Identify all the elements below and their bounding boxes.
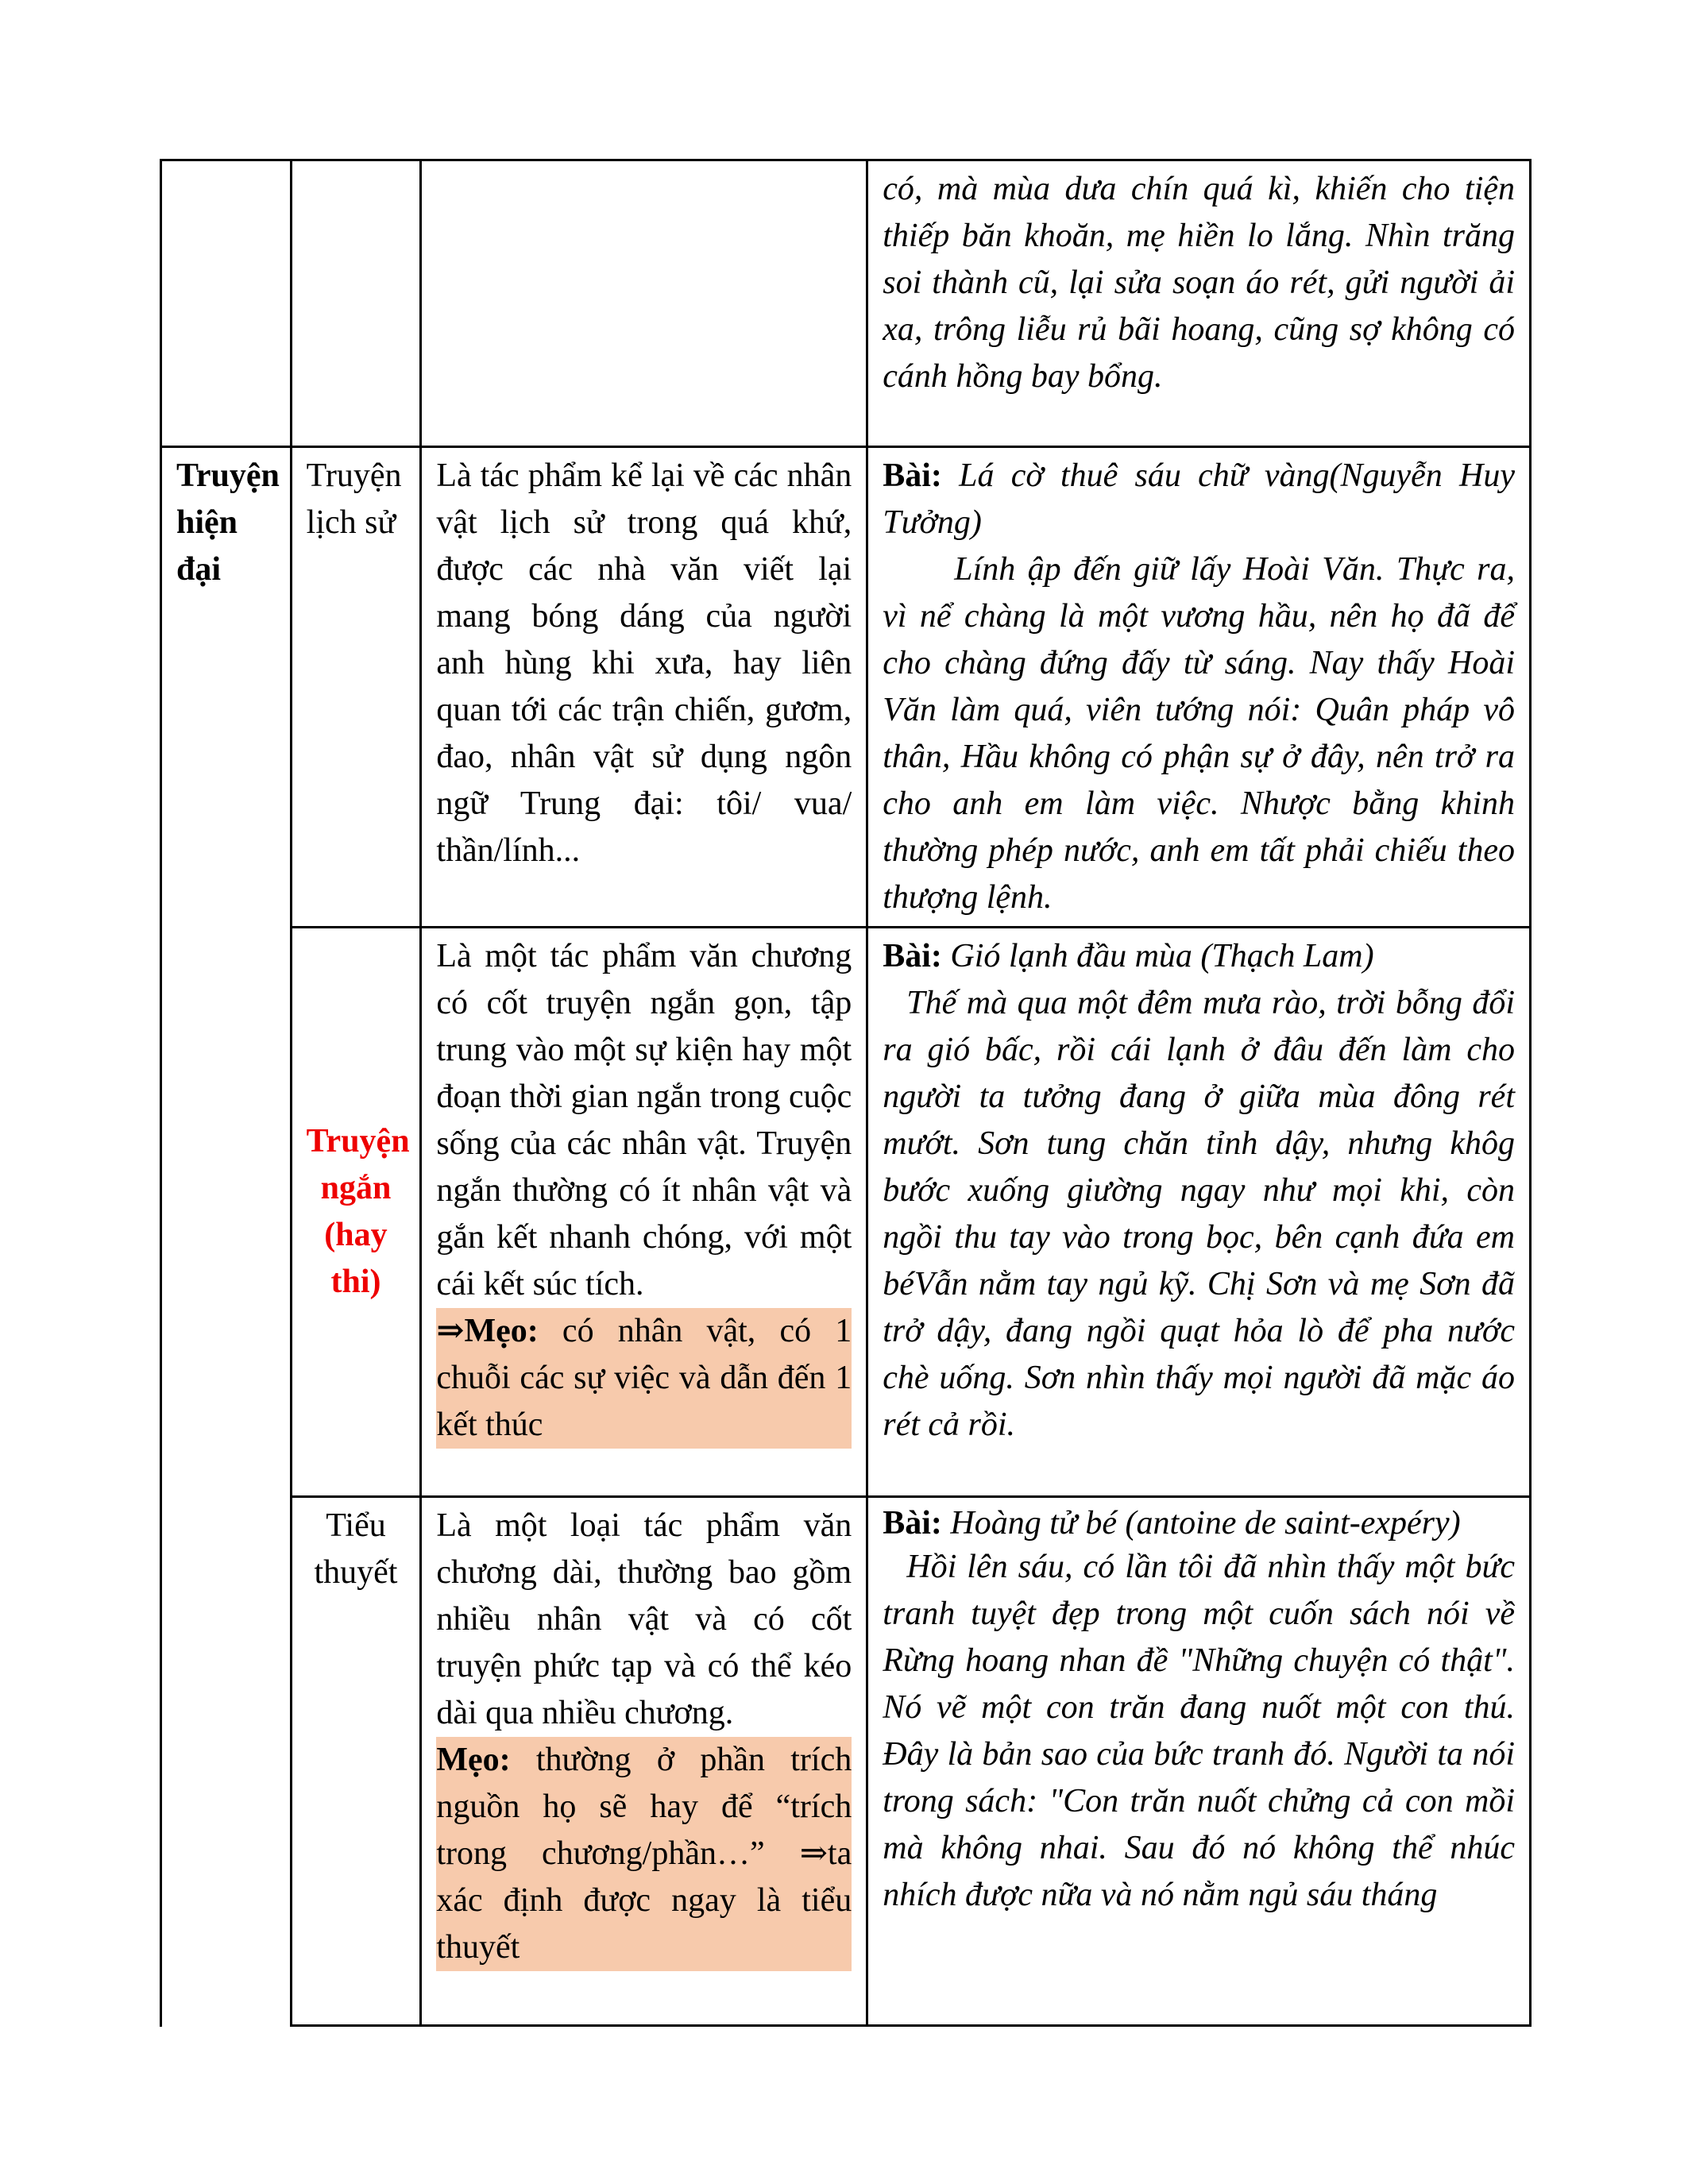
table-row xyxy=(161,928,1531,1497)
table-row xyxy=(161,447,1531,928)
tip-label: Mẹo: xyxy=(464,1313,539,1349)
genre-name: Truyện lịch sử xyxy=(306,457,402,541)
example-label: Bài: xyxy=(883,1505,942,1542)
category-label: Truyện hiện đại xyxy=(176,457,280,588)
genre-definition: Là tác phẩm kể lại về các nhân vật lịch sử trong quá khứ, được các nhà văn viết lại mang bóng dáng của người anh hùng khi xưa, hay liên quan tới các trận chiến, gươm, đao, nhân vật sử dụng ngôn ngữ Trung đại: tôi/ vua/ thần/lính... xyxy=(436,457,852,869)
literature-genre-table xyxy=(160,159,1532,2027)
example-continuation-cell xyxy=(867,160,1531,447)
empty-cell xyxy=(421,160,867,447)
genre-name-line: Truyện ngắn xyxy=(306,1123,410,1206)
example-text: Thế mà qua một đêm mưa rào, trời bỗng đổi ra gió bấc, rồi cái lạnh ở đâu đến làm cho người ta tưởng đang ở giữa mùa đông rét mướt. Sơn tung chăn tỉnh dậy, nhưng khôg bước xuống giường ngay như mọi khi, còn ngồi thu tay vào trong bọc, bên cạnh đứa em béVẫn nằm tay ngủ kỹ. Chị Sơn và mẹ Sơn đã trở dậy, đang ngồi quạt hỏa lò để pha nước chè uống. Sơn nhìn thấy mọi người đã mặc áo rét cả rồi. xyxy=(883,985,1515,1443)
table-row xyxy=(161,1497,1531,2026)
genre-definition-cell xyxy=(421,928,867,1497)
genre-name-note: (hay thi) xyxy=(324,1217,388,1300)
genre-definition: Là một loại tác phẩm văn chương dài, thường bao gồm nhiều nhân vật và có cốt truyện phức tạp và có thể kéo dài qua nhiều chương. xyxy=(436,1507,852,1731)
tip-text: có nhân vật, có 1 chuỗi các sự việc và dẫn đến 1 kết thúc xyxy=(436,1313,852,1443)
genre-name-cell xyxy=(291,447,421,928)
genre-tip xyxy=(436,1308,852,1449)
example-title: Hoàng tử bé (antoine de saint-expéry) xyxy=(941,1505,1461,1542)
empty-cell xyxy=(161,160,292,447)
genre-name-cell xyxy=(291,1497,421,2026)
example-text: Hồi lên sáu, có lần tôi đã nhìn thấy một bức tranh tuyệt đẹp trong một cuốn sách nói về Rừng hoang nhan đề "Những chuyện có thật". Nó vẽ một con trăn đang nuốt một con thú. Đây là bản sao của bức tranh đó. Người ta nói trong sách: "Con trăn nuốt chửng cả con mồi mà không nhai. Sau đó nó không thể nhúc nhích được nữa và nó nằm ngủ sáu tháng xyxy=(883,1549,1515,1913)
genre-example-cell xyxy=(867,1497,1531,2026)
genre-example-cell xyxy=(867,928,1531,1497)
genre-name-cell xyxy=(291,928,421,1497)
genre-example-cell xyxy=(867,447,1531,928)
example-heading xyxy=(883,453,1515,546)
table-row xyxy=(161,160,1531,447)
example-heading xyxy=(883,1503,1515,1544)
empty-cell xyxy=(291,160,421,447)
example-title: Gió lạnh đầu mùa (Thạch Lam) xyxy=(941,938,1374,974)
tip-text: thường ở phần trích nguồn họ sẽ hay để “trích trong chương/phần…” ⇒ta xác định được ngay là tiểu thuyết xyxy=(436,1742,852,1966)
example-continuation-text: có, mà mùa dưa chín quá kì, khiến cho tiện thiếp băn khoăn, mẹ hiền lo lắng. Nhìn trăng soi thành cũ, lại sửa soạn áo rét, gửi người ải xa, trông liễu rủ bãi hoang, cũng sợ không có cánh hồng bay bổng. xyxy=(883,171,1515,395)
example-heading xyxy=(883,933,1515,980)
genre-definition-cell xyxy=(421,447,867,928)
tip-label: Mẹo: xyxy=(436,1742,511,1778)
genre-tip xyxy=(436,1737,852,1971)
tip-arrow: ⇒ xyxy=(436,1313,465,1349)
example-title: Lá cờ thuê sáu chữ vàng(Nguyễn Huy Tưởng) xyxy=(883,457,1515,541)
genre-definition: Là một tác phẩm văn chương có cốt truyện ngắn gọn, tập trung vào một sự kiện hay một đoạn thời gian ngắn trong cuộc sống của các nhân vật. Truyện ngắn thường có ít nhân vật và gắn kết nhanh chóng, với một cái kết súc tích. xyxy=(436,938,852,1302)
example-label: Bài: xyxy=(883,938,942,974)
example-label: Bài: xyxy=(883,457,942,494)
example-text: Lính ập đến giữ lấy Hoài Văn. Thực ra, vì nể chàng là một vương hầu, nên họ đã để cho chàng đứng đấy từ sáng. Nay thấy Hoài Văn làm quá, viên tướng nói: Quân pháp vô thân, Hầu không có phận sự ở đây, nên trở ra cho anh em làm việc. Nhược bằng khinh thường phép nước, anh em tất phải chiếu theo thượng lệnh. xyxy=(883,551,1515,916)
genre-definition-cell xyxy=(421,1497,867,2026)
category-cell xyxy=(161,447,292,2026)
genre-name: Tiểu thuyết xyxy=(314,1507,398,1591)
